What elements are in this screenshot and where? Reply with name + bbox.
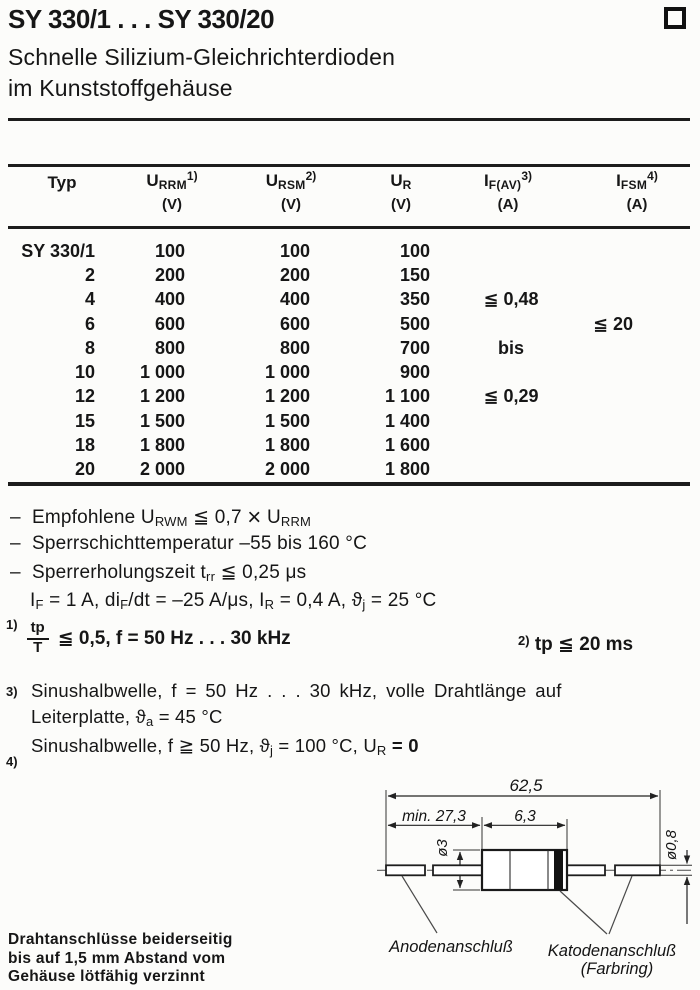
table-row [8, 409, 690, 433]
cell-ursm: 1 500 [264, 410, 310, 431]
cell-ifav: ≦ 0,29 [483, 386, 539, 407]
subtitle-line-1: Schnelle Silizium-Gleichrichterdioden [8, 44, 396, 70]
cell-ifsm: ≦ 20 [592, 313, 634, 334]
cell-ur: 350 [399, 289, 430, 310]
footnote-marker: 2) [518, 633, 530, 648]
table-row [8, 336, 690, 360]
cell-ur: 100 [399, 240, 430, 261]
solder-note-line-3: Gehäuse lötfähig verzinnt [8, 968, 205, 985]
cell-ursm: 100 [279, 240, 310, 261]
page-subtitle [8, 42, 395, 104]
cell-typ: 6 [84, 313, 95, 334]
cell-urrm: 2 000 [139, 459, 185, 480]
cell-ur: 1 100 [384, 386, 430, 407]
cell-typ: 4 [84, 289, 95, 310]
solder-note-line-2: bis auf 1,5 mm Abstand vom [8, 949, 226, 967]
column-header-urrm: URRM$^{1)}$ (V) [146, 169, 198, 213]
cell-ur: 900 [399, 362, 430, 383]
cell-ur: 1 800 [384, 459, 430, 480]
duty-cycle-fraction: $\frac{tp}{T}$ [27, 620, 49, 656]
cell-urrm: 1 500 [139, 410, 185, 431]
cathode-label: Katodenanschluß [547, 942, 677, 960]
cell-typ: 18 [74, 435, 95, 456]
cell-typ: 20 [74, 459, 95, 480]
cell-ursm: 200 [279, 264, 310, 285]
cathode-color-band [554, 850, 563, 890]
cell-urrm: 600 [154, 313, 185, 334]
table-row [8, 360, 690, 384]
table-row [8, 385, 690, 409]
cell-ifav: ≦ 0,48 [483, 289, 539, 310]
cell-ifav: bis [497, 337, 524, 358]
cell-urrm: 800 [154, 337, 185, 358]
footnote-2: $^{2)}$ tp ≦ 20 ms [518, 633, 634, 655]
solder-note [8, 931, 233, 987]
page-title: SY 330/1 . . . SY 330/20 [8, 4, 275, 34]
footnote-marker: 1) [6, 617, 18, 632]
cell-typ: 10 [74, 362, 95, 383]
anode-label: Anodenanschluß [389, 938, 513, 956]
table-header [0, 169, 700, 229]
cell-urrm: 1 800 [139, 435, 185, 456]
column-header-ifsm: IFSM$^{4)}$ (A) [616, 169, 658, 213]
cell-typ: 15 [74, 410, 95, 431]
diode-body [482, 850, 567, 890]
cell-typ: SY 330/1 [21, 240, 95, 261]
column-header-typ: Typ [47, 173, 77, 192]
table-row [8, 458, 690, 482]
column-header-ursm: URSM$^{2)}$ (V) [265, 169, 317, 213]
cell-ursm: 2 000 [264, 459, 310, 480]
table-bottom-rule [8, 482, 690, 486]
cell-ursm: 800 [279, 337, 310, 358]
cell-ur: 500 [399, 313, 430, 334]
table-row [8, 239, 690, 263]
ratings-table [8, 239, 690, 482]
note-urwm: – Empfohlene URWM ≦ 0,7 × URRM [10, 504, 312, 531]
subtitle-line-2: im Kunststoffgehäuse [8, 75, 233, 101]
dim-lead-diameter: ø0,8 [663, 829, 680, 861]
cell-typ: 8 [84, 337, 95, 358]
cell-ur: 700 [399, 337, 430, 358]
dim-total-length: 62,5 [509, 776, 543, 795]
note-test-conditions: IF = 1 A, diF/dt = –25 A/μs, IR = 0,4 A, ϑj = 25 °C [30, 590, 437, 612]
cell-urrm: 400 [154, 289, 185, 310]
cell-urrm: 200 [154, 264, 185, 285]
footnote-marker: 3) [6, 684, 18, 699]
solder-note-line-1: Drahtanschlüsse beiderseitig [8, 931, 233, 948]
cell-ursm: 1 800 [264, 435, 310, 456]
cell-ursm: 600 [279, 313, 310, 334]
footnote-marker: 4) [6, 754, 18, 769]
cell-urrm: 100 [154, 240, 185, 261]
dim-body-length: 6,3 [514, 808, 536, 825]
divider-rule [8, 118, 690, 121]
note-recovery-time: – Sperrerholungszeit trr ≦ 0,25 μs [10, 562, 307, 584]
cell-ursm: 400 [279, 289, 310, 310]
multiplication-sign: × [247, 504, 262, 531]
footnote-4: Sinushalbwelle, f ≧ 50 Hz, ϑj = 100 °C, UR = 0 [31, 735, 419, 758]
cell-urrm: 1 200 [139, 386, 185, 407]
cell-typ: 12 [74, 386, 95, 407]
cell-ur: 1 400 [384, 410, 430, 431]
table-row [8, 288, 690, 312]
cell-urrm: 1 000 [139, 362, 185, 383]
package-outline-drawing [330, 772, 700, 990]
footnote-3: Sinushalbwelle, f = 50 Hz . . . 30 kHz, volle Drahtlänge auf Leiterplatte, ϑa = 45 °C [31, 680, 562, 729]
cell-ursm: 1 200 [264, 386, 310, 407]
dim-body-diameter: ø3 [434, 839, 451, 857]
note-junction-temp: – Sperrschichttemperatur –55 bis 160 °C [10, 533, 367, 554]
table-row [8, 433, 690, 457]
cell-ur: 150 [399, 264, 430, 285]
cell-ursm: 1 000 [264, 362, 310, 383]
footnote-1: 1) $\frac{tp}{T}$ ≦ 0,5, f = 50 Hz . . . 30 kHz [6, 617, 291, 656]
column-header-ur: UR (V) [390, 171, 412, 213]
table-row [8, 263, 690, 287]
column-header-ifav: IF(AV)$^{3)}$ (A) [483, 169, 533, 213]
cathode-sublabel: (Farbring) [580, 960, 654, 978]
table-row [8, 312, 690, 336]
table-top-rule [8, 164, 690, 167]
dim-lead-length: min. 27,3 [402, 808, 466, 825]
cell-typ: 2 [84, 264, 95, 285]
corner-square-icon [664, 7, 686, 29]
cell-ur: 1 600 [384, 435, 430, 456]
